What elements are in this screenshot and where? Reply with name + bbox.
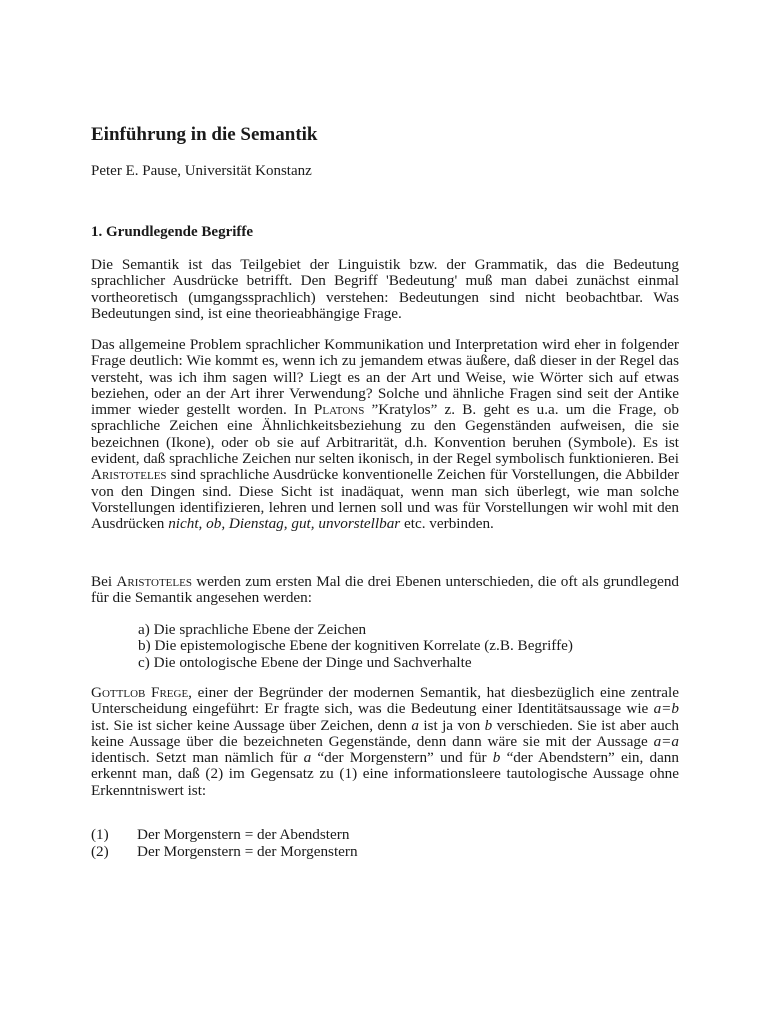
variable-a: a bbox=[411, 716, 419, 734]
variable-b: b bbox=[492, 749, 501, 767]
list-item: a) Die sprachliche Ebene der Zeichen bbox=[138, 621, 367, 638]
paragraph-4-text-5: identisch. Setzt man nämlich für bbox=[91, 749, 304, 767]
paragraph-3-text-2: werden zum ersten Mal die drei Ebenen unterschieden, die oft als grundlegend für die Semantik angesehen werden: bbox=[91, 573, 680, 607]
paragraph-1: Die Semantik ist das Teilgebiet der Linguistik bzw. der Grammatik, das die Bedeutung sprachlicher Ausdrücke betrifft. Den Begriff 'Bedeutung' muß man dabei zunächst einmal vortheoretisch (umgangssprachlich) verstehen: Bedeutungen sind nicht beobachtbar. Was Bedeutungen sind, ist eine theorieabhängige Frage. bbox=[91, 256, 679, 322]
paragraph-2-text-3: sind sprachliche Ausdrücke konventionelle Zeichen für Vorstellungen, die Abbilder von den Dingen sind. Diese Sicht ist inadäquat, wenn man sich überlegt, wie man solche Vorstellungen identifizieren, lehren und lernen soll und was für Vorstellungen wir wohl mit den Ausdrücken bbox=[91, 466, 679, 533]
paragraph-4-text-7: “der Abendstern” ein, dann erkennt man, daß (2) im Gegensatz zu (1) eine informationsleere tautologische Aussage ohne Erkenntniswert ist: bbox=[91, 749, 679, 799]
example-number: (1) bbox=[91, 826, 109, 843]
example-text: Der Morgenstern = der Morgenstern bbox=[137, 843, 358, 860]
paragraph-4-text-3: ist ja von bbox=[418, 716, 485, 734]
formula-a-eq-b: a=b bbox=[653, 700, 679, 718]
paragraph-4-text-1: , einer der Begründer der modernen Semantik, hat diesbezüglich eine zentrale Unterscheidung eingeführt: Er fragte sich, was die Bedeutung einer Identitätsaussage wie bbox=[91, 684, 679, 718]
paragraph-2-text-1: Das allgemeine Problem sprachlicher Kommunikation und Interpretation wird eher in folgender Frage deutlich: Wie kommt es, wenn ich zu jemandem etwas äußere, daß dieser in der Regel das versteht, was ich ihm sagen will? Liegt es an der Art und Weise, wie Wörter sich auf etwas beziehen, oder an der Art ihrer Verwendung? Solche und ähnliche Fragen sind seit der Antike immer wieder gestellt worden. In bbox=[91, 336, 679, 419]
author-line: Peter E. Pause, Universität Konstanz bbox=[91, 163, 312, 179]
paragraph-4-text-2: ist. Sie ist sicher keine Aussage über Zeichen, denn bbox=[91, 716, 412, 734]
example-number: (2) bbox=[91, 843, 109, 860]
list-item: b) Die epistemologische Ebene der kognitiven Korrelate (z.B. Begriffe) bbox=[138, 637, 573, 655]
example-text: Der Morgenstern = der Abendstern bbox=[137, 826, 350, 843]
levels-list bbox=[138, 622, 573, 671]
list-item: c) Die ontologische Ebene der Dinge und Sachverhalte bbox=[138, 653, 472, 671]
variable-a: a bbox=[303, 749, 312, 767]
name-frege: Gottlob Frege bbox=[91, 684, 189, 701]
paragraph-2-text-2: ”Kratylos” z. B. geht es u.a. um die Frage, ob sprachliche Zeichen eine Ähnlichkeitsbeziehung zu den Gegenständen aufweisen, die sie bezeichnen (Ikone), oder ob sie auf Arbitrarität, d.h. Konvention beruhen (Symbole). Es ist evident, daß sprachliche Zeichen nur selten ikonisch, in der Regel symbolisch funktionieren. Bei bbox=[91, 401, 679, 468]
paragraph-2-text-4: etc. verbinden. bbox=[400, 515, 494, 533]
name-aristoteles: Aristoteles bbox=[116, 573, 192, 590]
formula-a-eq-a: a=a bbox=[653, 732, 679, 750]
example-item bbox=[91, 843, 358, 860]
paragraph-2 bbox=[91, 337, 679, 533]
paragraph-4 bbox=[91, 685, 679, 799]
name-platon: Platons bbox=[313, 401, 365, 419]
name-aristoteles: Aristoteles bbox=[91, 466, 167, 484]
paragraph-4-text-4: verschieden. Sie ist aber auch keine Aussage über die bezeichneten Gegenstände, denn dann wäre sie mit der Aussage bbox=[91, 716, 679, 750]
variable-b: b bbox=[484, 716, 493, 734]
paragraph-4-text-6: “der Morgenstern” und für bbox=[311, 749, 493, 767]
example-item bbox=[91, 826, 358, 843]
paragraph-3-text-1: Bei bbox=[91, 573, 117, 590]
paragraph-3 bbox=[91, 574, 679, 607]
example-sentences bbox=[91, 826, 358, 860]
section-heading: 1. Grundlegende Begriffe bbox=[91, 224, 254, 240]
document-title: Einführung in die Semantik bbox=[91, 124, 318, 145]
example-words: nicht, ob, Dienstag, gut, unvorstellbar bbox=[168, 515, 401, 533]
